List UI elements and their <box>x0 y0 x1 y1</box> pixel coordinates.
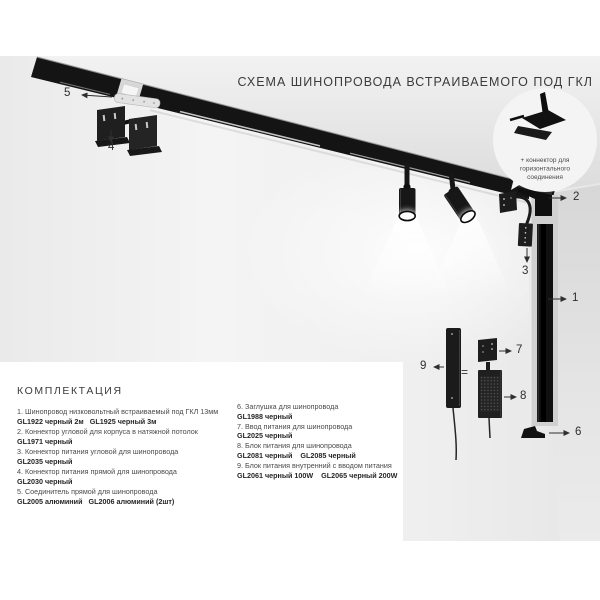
parts-list-heading: КОМПЛЕКТАЦИЯ <box>17 385 123 397</box>
part-desc: 9. Блок питания внутренний с вводом питания <box>237 460 392 470</box>
part-models: GL2025 черный <box>237 431 293 441</box>
marker-2: 2 <box>573 191 580 203</box>
part-desc: 8. Блок питания для шинопровода <box>237 441 352 451</box>
list-item <box>17 427 232 447</box>
marker-6: 6 <box>575 426 582 438</box>
part-desc: 3. Коннектор питания угловой для шинопровода <box>17 447 179 456</box>
marker-8: 8 <box>520 390 527 402</box>
marker-5: 5 <box>64 87 71 99</box>
part-models: GL2081 черный GL2085 черный <box>237 450 356 460</box>
part-desc: 4. Коннектор питания прямой для шинопровода <box>17 467 177 476</box>
list-item <box>237 402 405 422</box>
parts-list-left-column <box>17 407 232 507</box>
marker-9: 9 <box>420 360 427 372</box>
list-item <box>17 467 232 487</box>
part-models: GL2005 алюминий GL2006 алюминий (2шт) <box>17 497 175 506</box>
part-desc: 7. Ввод питания для шинопровода <box>237 421 353 431</box>
part-desc: 2. Коннектор угловой для корпуса в натяжной потолок <box>17 427 198 436</box>
callout-line-1: + коннектор для <box>520 157 570 164</box>
vertical-track <box>529 195 558 426</box>
part-models: GL2035 черный <box>17 457 73 466</box>
list-item <box>237 461 405 481</box>
marker-3: 3 <box>522 265 529 277</box>
right-wall-plane <box>552 185 600 541</box>
marker-1: 1 <box>572 292 579 304</box>
page-title: СХЕМА ШИНОПРОВОДА ВСТРАИВАЕМОГО ПОД ГКЛ <box>237 75 593 89</box>
part-desc: 6. Заглушка для шинопровода <box>237 402 339 411</box>
part-models: GL1922 черный 2м GL1925 черный 3м <box>17 417 157 426</box>
part-models: GL2030 черный <box>17 477 73 486</box>
equals-sign: = <box>461 365 469 379</box>
parts-list-panel <box>0 362 403 541</box>
callout-bubble <box>493 88 597 192</box>
list-item <box>17 447 232 467</box>
marker-7: 7 <box>516 344 523 356</box>
part-models: GL1988 черный <box>237 411 293 421</box>
part-models: GL2061 черный 100W GL2065 черный 200W <box>237 470 398 480</box>
callout-line-3: соединения <box>527 174 563 181</box>
list-item <box>17 487 232 507</box>
parts-list-right-column <box>237 402 405 480</box>
list-item <box>237 441 405 461</box>
part-desc: 5. Соединитель прямой для шинопровода <box>17 487 158 496</box>
marker-4: 4 <box>108 141 115 153</box>
callout-line-2: горизонтального <box>520 165 570 173</box>
part-desc: 1. Шинопровод низковольтный встраиваемый под ГКЛ 13мм <box>17 407 219 416</box>
list-item <box>17 407 232 427</box>
list-item <box>237 422 405 442</box>
part-models: GL1971 черный <box>17 437 73 446</box>
